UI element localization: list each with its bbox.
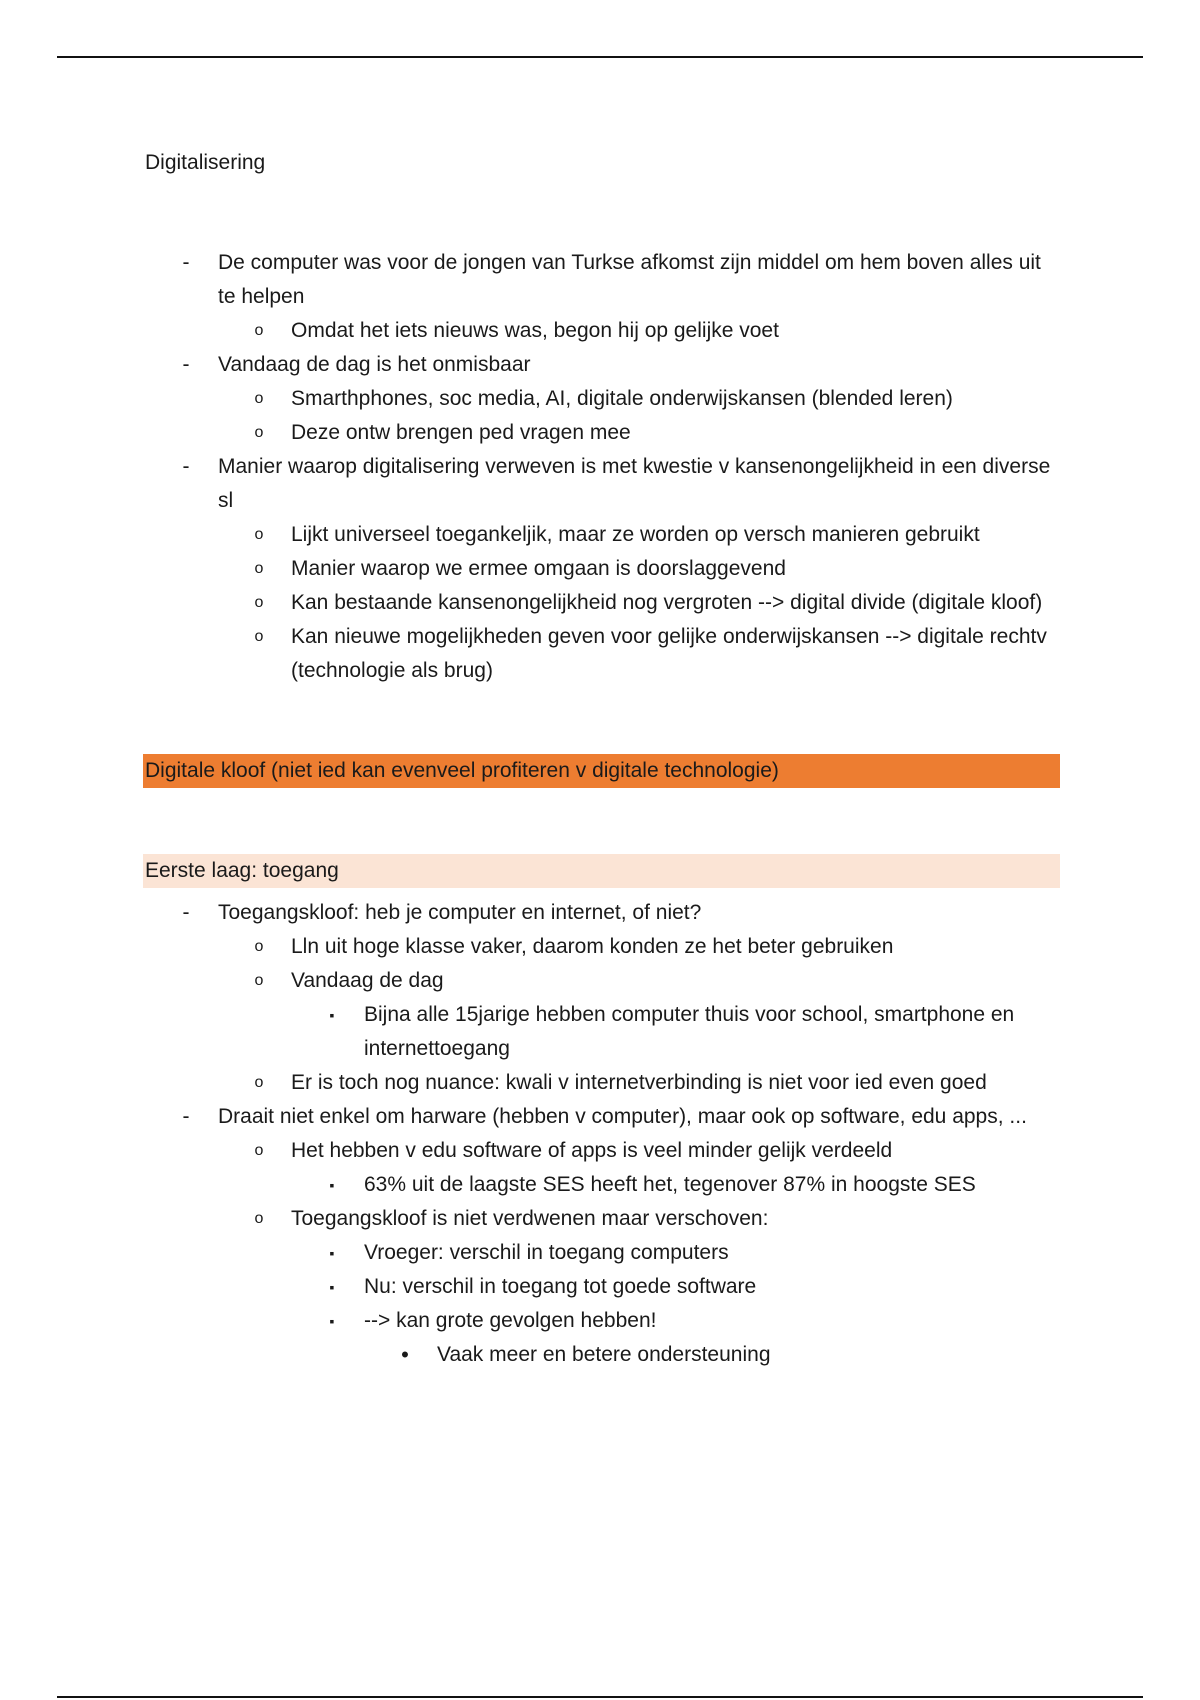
list-item-text: Toegangskloof is niet verdwenen maar verschoven:	[291, 1207, 769, 1230]
list-item	[218, 416, 1060, 450]
list-item-text: Vroeger: verschil in toegang computers	[364, 1241, 729, 1264]
dash-bullet: -	[182, 251, 190, 274]
circle-bullet: o	[254, 1210, 264, 1227]
circle-bullet: o	[254, 1142, 264, 1159]
circle-bullet: o	[254, 526, 264, 543]
access-list	[145, 896, 1060, 1372]
list-item-text: Kan bestaande kansenongelijkheid nog vergroten --> digital divide (digitale kloof)	[291, 591, 1043, 614]
square-bullet: ▪	[329, 1177, 335, 1193]
list-item-text: Lln uit hoge klasse vaker, daarom konden ze het beter gebruiken	[291, 935, 894, 958]
list-item	[291, 1304, 1060, 1372]
list-item	[145, 896, 1060, 1100]
list-item-text: Toegangskloof: heb je computer en internet, of niet?	[218, 901, 702, 924]
list-item	[291, 998, 1060, 1066]
list-item	[145, 1100, 1060, 1372]
list-item	[291, 1168, 1060, 1202]
square-bullet: ▪	[329, 1313, 335, 1329]
list-item-text: Het hebben v edu software of apps is veel minder gelijk verdeeld	[291, 1139, 893, 1162]
list-item	[145, 348, 1060, 450]
circle-bullet: o	[254, 594, 264, 611]
intro-list	[145, 246, 1060, 688]
list-item	[364, 1338, 1060, 1372]
square-bullet: ▪	[329, 1007, 335, 1023]
list-item-text: Deze ontw brengen ped vragen mee	[291, 421, 631, 444]
dash-bullet: -	[182, 353, 190, 376]
list-item-text: De computer was voor de jongen van Turkse afkomst zijn middel om hem boven alles uit te helpen	[218, 251, 1041, 308]
list-item	[291, 1270, 1060, 1304]
circle-bullet: o	[254, 390, 264, 407]
document-body	[145, 146, 1060, 1372]
list-item-text: 63% uit de laagste SES heeft het, tegenover 87% in hoogste SES	[364, 1173, 976, 1196]
list-item	[145, 450, 1060, 688]
square-bullet: ▪	[329, 1279, 335, 1295]
circle-bullet: o	[254, 560, 264, 577]
circle-bullet: o	[254, 424, 264, 441]
list-item-text: Draait niet enkel om harware (hebben v computer), maar ook op software, edu apps, ...	[218, 1105, 1027, 1128]
page-title: Digitalisering	[145, 151, 266, 174]
dot-bullet: •	[401, 1342, 409, 1367]
list-item	[291, 1236, 1060, 1270]
dash-bullet: -	[182, 901, 190, 924]
dash-bullet: -	[182, 455, 190, 478]
list-item	[218, 620, 1060, 688]
list-item-text: Manier waarop digitalisering verweven is met kwestie v kansenongelijkheid in een diverse sl	[218, 455, 1051, 512]
list-item	[145, 246, 1060, 348]
square-bullet: ▪	[329, 1245, 335, 1261]
footer-rule	[57, 1696, 1143, 1698]
circle-bullet: o	[254, 972, 264, 989]
dash-bullet: -	[182, 1105, 190, 1128]
list-item-text: --> kan grote gevolgen hebben!	[364, 1309, 657, 1332]
subsection-heading-access: Eerste laag: toegang	[143, 854, 1060, 888]
list-item	[218, 1066, 1060, 1100]
list-item-text: Omdat het iets nieuws was, begon hij op gelijke voet	[291, 319, 779, 342]
section-heading-digital-divide: Digitale kloof (niet ied kan evenveel profiteren v digitale technologie)	[143, 754, 1060, 788]
list-item-text: Nu: verschil in toegang tot goede software	[364, 1275, 757, 1298]
list-item	[218, 518, 1060, 552]
list-item	[218, 1134, 1060, 1202]
list-item-text: Vandaag de dag	[291, 969, 444, 992]
list-item-text: Lijkt universeel toegankeljik, maar ze worden op versch manieren gebruikt	[291, 523, 980, 546]
list-item-text: Smarthphones, soc media, AI, digitale onderwijskansen (blended leren)	[291, 387, 953, 410]
circle-bullet: o	[254, 938, 264, 955]
list-item-text: Kan nieuwe mogelijkheden geven voor gelijke onderwijskansen --> digitale rechtv (technologie als brug)	[291, 625, 1047, 682]
list-item	[218, 1202, 1060, 1372]
list-item	[218, 552, 1060, 586]
circle-bullet: o	[254, 1074, 264, 1091]
circle-bullet: o	[254, 628, 264, 645]
list-item-text: Bijna alle 15jarige hebben computer thuis voor school, smartphone en internettoegang	[364, 1003, 1015, 1060]
list-item-text: Vaak meer en betere ondersteuning	[437, 1343, 771, 1366]
circle-bullet: o	[254, 322, 264, 339]
list-item	[218, 964, 1060, 1066]
list-item	[218, 314, 1060, 348]
list-item	[218, 930, 1060, 964]
list-item-text: Vandaag de dag is het onmisbaar	[218, 353, 531, 376]
list-item	[218, 586, 1060, 620]
list-item-text: Er is toch nog nuance: kwali v internetverbinding is niet voor ied even goed	[291, 1071, 987, 1094]
list-item-text: Manier waarop we ermee omgaan is doorslaggevend	[291, 557, 786, 580]
list-item	[218, 382, 1060, 416]
header-rule	[57, 56, 1143, 58]
